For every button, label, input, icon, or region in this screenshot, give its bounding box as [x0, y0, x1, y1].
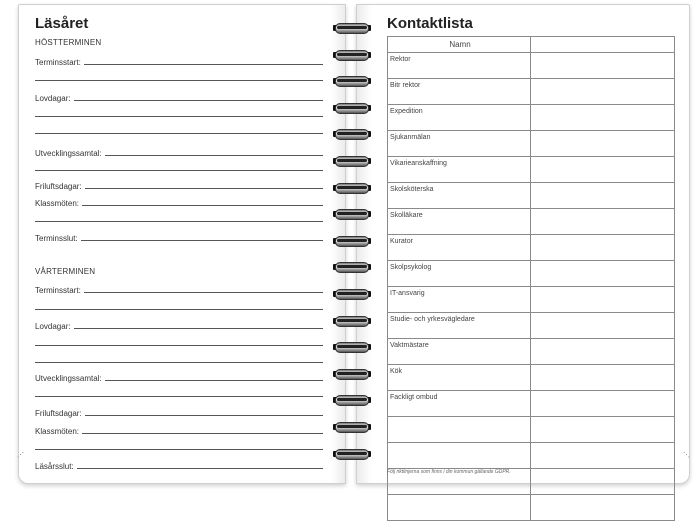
write-line[interactable]: [35, 345, 323, 346]
table-header-row: [388, 37, 675, 53]
contact-info-cell[interactable]: [531, 131, 675, 157]
spring-outdoor-days-field[interactable]: [35, 406, 323, 418]
contact-role-cell[interactable]: Vikarieanskaffning: [388, 157, 531, 183]
spring-term-heading: VÅRTERMINEN: [35, 267, 96, 276]
contact-info-cell[interactable]: [531, 79, 675, 105]
autumn-holidays-field[interactable]: [35, 91, 323, 103]
autumn-outdoor-days-label: Friluftsdagar:: [35, 182, 82, 191]
table-row: [388, 495, 675, 521]
contact-info-cell[interactable]: [531, 261, 675, 287]
write-line: [84, 292, 323, 293]
contact-info-cell[interactable]: [531, 53, 675, 79]
write-line: [82, 205, 323, 206]
spiral-ring-icon: [330, 102, 374, 114]
table-row: [388, 79, 675, 105]
corner-perforation-icon: ⋰: [17, 452, 25, 459]
name-column-header: Namn: [388, 37, 531, 53]
autumn-term-start-label: Terminsstart:: [35, 58, 81, 67]
school-year-end-field[interactable]: [35, 459, 323, 471]
table-row: [388, 287, 675, 313]
autumn-development-talks-field[interactable]: [35, 146, 323, 158]
contact-role-cell[interactable]: Studie- och yrkesvägledare: [388, 313, 531, 339]
autumn-holidays-label: Lovdagar:: [35, 94, 71, 103]
spring-development-talks-field[interactable]: [35, 371, 323, 383]
contact-list-title: Kontaktlista: [387, 15, 473, 32]
spring-term-start-label: Terminsstart:: [35, 286, 81, 295]
spiral-ring-icon: [330, 208, 374, 220]
table-row: [388, 157, 675, 183]
table-row: [388, 131, 675, 157]
spring-holidays-label: Lovdagar:: [35, 322, 71, 331]
contact-info-cell[interactable]: [531, 105, 675, 131]
spring-outdoor-days-label: Friluftsdagar:: [35, 409, 82, 418]
contact-info-cell[interactable]: [531, 339, 675, 365]
contact-role-cell[interactable]: Expedition: [388, 105, 531, 131]
spring-class-meetings-label: Klassmöten:: [35, 427, 80, 436]
contact-info-cell[interactable]: [531, 443, 675, 469]
contact-role-cell[interactable]: Sjukanmälan: [388, 131, 531, 157]
contact-role-cell[interactable]: Fackligt ombud: [388, 391, 531, 417]
spiral-ring-icon: [330, 22, 374, 34]
write-line[interactable]: [35, 80, 323, 81]
spiral-ring-icon: [330, 448, 374, 460]
contact-info-cell[interactable]: [531, 313, 675, 339]
right-page: [356, 4, 690, 484]
spiral-ring-icon: [330, 182, 374, 194]
spiral-ring-icon: [330, 128, 374, 140]
spiral-ring-icon: [330, 155, 374, 167]
contact-role-cell[interactable]: Skolpsykolog: [388, 261, 531, 287]
spiral-ring-icon: [330, 341, 374, 353]
write-line[interactable]: [35, 449, 323, 450]
contact-info-cell[interactable]: [531, 235, 675, 261]
autumn-class-meetings-label: Klassmöten:: [35, 199, 80, 208]
spiral-ring-icon: [330, 288, 374, 300]
gdpr-footnote: Följ riktlinjerna som finns i din kommun gällande GDPR.: [387, 469, 511, 475]
contact-info-cell[interactable]: [531, 365, 675, 391]
write-line: [85, 188, 323, 189]
contact-role-cell[interactable]: Bitr rektor: [388, 79, 531, 105]
contact-info-cell[interactable]: [531, 287, 675, 313]
contact-role-cell[interactable]: IT-ansvarig: [388, 287, 531, 313]
contact-info-cell[interactable]: [531, 157, 675, 183]
contact-role-cell[interactable]: [388, 495, 531, 521]
write-line: [105, 155, 323, 156]
table-row: [388, 365, 675, 391]
write-line[interactable]: [35, 396, 323, 397]
table-row: [388, 261, 675, 287]
spring-development-talks-label: Utvecklingssamtal:: [35, 374, 102, 383]
table-row: [388, 417, 675, 443]
autumn-outdoor-days-field[interactable]: [35, 179, 323, 191]
contact-role-cell[interactable]: Vaktmästare: [388, 339, 531, 365]
spiral-ring-icon: [330, 315, 374, 327]
write-line[interactable]: [35, 116, 323, 117]
corner-perforation-icon: ⋱: [683, 452, 691, 459]
contact-info-cell[interactable]: [531, 209, 675, 235]
spiral-ring-icon: [330, 394, 374, 406]
autumn-development-talks-label: Utvecklingssamtal:: [35, 149, 102, 158]
spiral-ring-icon: [330, 261, 374, 273]
school-year-end-label: Läsårsslut:: [35, 462, 74, 471]
autumn-class-meetings-field[interactable]: [35, 196, 323, 208]
contact-info-cell[interactable]: [531, 183, 675, 209]
write-line: [105, 380, 323, 381]
contact-role-cell[interactable]: Rektor: [388, 53, 531, 79]
contact-role-cell[interactable]: Skolläkare: [388, 209, 531, 235]
school-year-title: Läsåret: [35, 15, 89, 32]
write-line: [82, 433, 323, 434]
contact-column-header: [531, 37, 675, 53]
write-line: [84, 64, 323, 65]
contact-info-cell[interactable]: [531, 417, 675, 443]
contact-role-cell[interactable]: [388, 417, 531, 443]
spiral-ring-icon: [330, 421, 374, 433]
contact-table: [387, 36, 675, 521]
contact-info-cell[interactable]: [531, 495, 675, 521]
table-row: [388, 443, 675, 469]
contact-role-cell[interactable]: Skolsköterska: [388, 183, 531, 209]
spiral-ring-icon: [330, 75, 374, 87]
autumn-term-start-field[interactable]: [35, 55, 323, 67]
write-line[interactable]: [35, 309, 323, 310]
write-line: [85, 415, 323, 416]
write-line: [81, 240, 323, 241]
spiral-ring-icon: [330, 49, 374, 61]
write-line[interactable]: [35, 133, 323, 134]
table-row: [388, 391, 675, 417]
contact-role-cell[interactable]: Kurator: [388, 235, 531, 261]
write-line: [74, 100, 323, 101]
autumn-term-end-label: Terminsslut:: [35, 234, 78, 243]
spring-term-start-field[interactable]: [35, 283, 323, 295]
table-row: [388, 313, 675, 339]
write-line: [74, 328, 323, 329]
autumn-term-heading: HÖSTTERMINEN: [35, 38, 102, 47]
contact-role-cell[interactable]: Kök: [388, 365, 531, 391]
contact-role-cell[interactable]: [388, 443, 531, 469]
autumn-term-end-field[interactable]: [35, 231, 323, 243]
table-row: [388, 339, 675, 365]
table-row: [388, 53, 675, 79]
table-row: [388, 209, 675, 235]
write-line[interactable]: [35, 170, 323, 171]
write-line[interactable]: [35, 221, 323, 222]
spiral-ring-icon: [330, 368, 374, 380]
contact-info-cell[interactable]: [531, 391, 675, 417]
table-row: [388, 235, 675, 261]
table-row: [388, 183, 675, 209]
spring-class-meetings-field[interactable]: [35, 424, 323, 436]
spiral-ring-icon: [330, 235, 374, 247]
table-row: [388, 105, 675, 131]
contact-info-cell[interactable]: [531, 469, 675, 495]
spring-holidays-field[interactable]: [35, 319, 323, 331]
write-line[interactable]: [35, 362, 323, 363]
write-line: [77, 468, 323, 469]
left-page: [18, 4, 346, 484]
